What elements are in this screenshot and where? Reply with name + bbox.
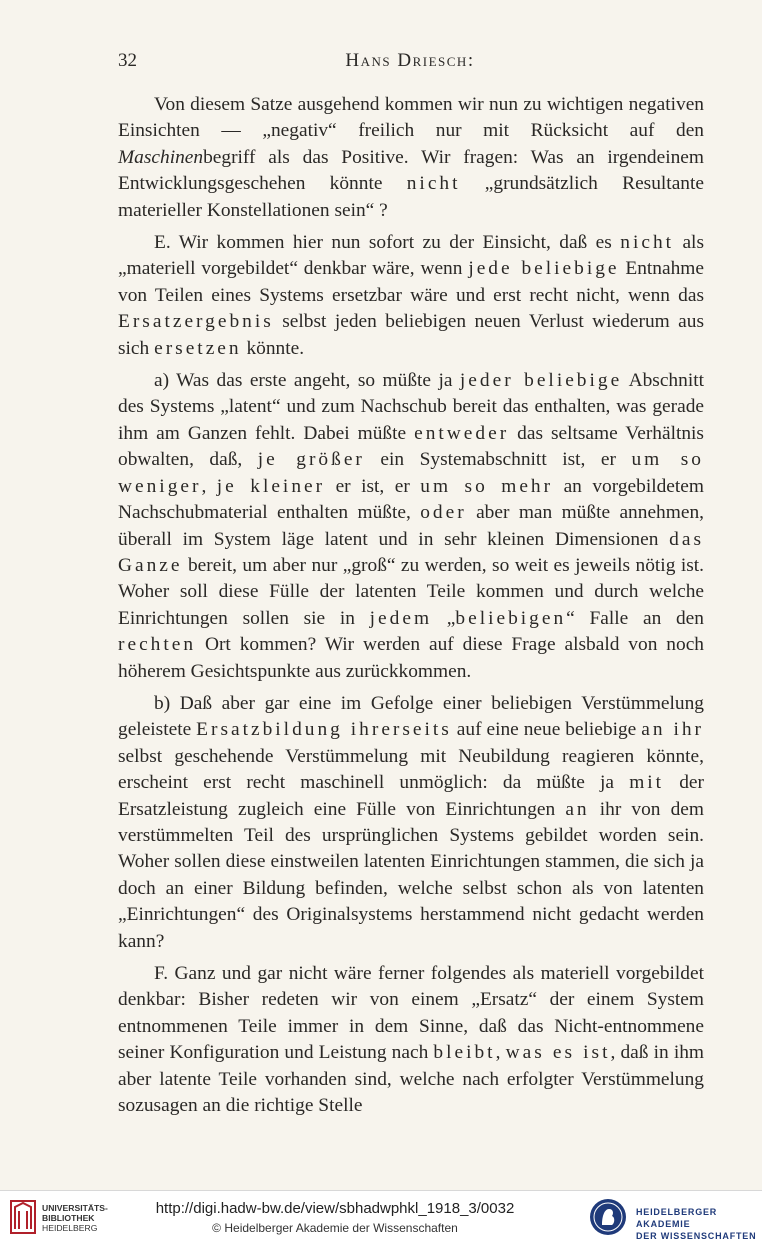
permalink-url[interactable]: http://digi.hadw-bw.de/view/sbhadwphkl_1918_3/0032 [155, 1200, 515, 1217]
ub-logo-line-3: HEIDELBERG [42, 1223, 98, 1233]
text-run: bereit, um aber nur „groß“ zu werden, so weit es jeweils nötig ist. Woher soll diese Fülle der latenten Teile kommen und durch welche Einrichtungen sollen sie in [118, 554, 704, 629]
copyright-notice: © Heidelberger Akademie der Wissenschaften [212, 1221, 458, 1235]
text-run: Entnahme von Teilen eines Systems ersetzbar wäre und erst recht nicht, wenn das [118, 258, 704, 306]
spaced-run: nicht [406, 173, 461, 195]
spaced-run: nicht [620, 232, 675, 254]
text-run: b) Daß aber gar eine im Gefolge einer beliebigen Verstümmelung geleistete [118, 692, 704, 741]
paragraph-1 [118, 92, 704, 224]
academy-seal-icon [588, 1197, 628, 1237]
paragraph-4 [118, 691, 704, 955]
spaced-run: jedem [369, 607, 433, 629]
spaced-run: je größer [257, 449, 365, 471]
academy-logo[interactable] [588, 1197, 758, 1239]
ub-logo-line-1: UNIVERSITÄTS- [42, 1203, 108, 1213]
text-run: E. Wir kommen hier nun sofort zu der Einsicht, daß es [154, 232, 621, 254]
spaced-run: jeder beliebige [459, 370, 623, 392]
spaced-run: oder [420, 502, 467, 524]
university-library-logo[interactable] [10, 1199, 150, 1239]
text-run: „ [432, 607, 456, 629]
text-run: er ist, er [325, 475, 421, 497]
ub-logo-line-2: BIBLIOTHEK [42, 1213, 95, 1223]
academy-name-line-1: HEIDELBERGER AKADEMIE [636, 1207, 718, 1229]
text-run: der Ersatzleistung zugleich eine Fülle von Einrichtungen [118, 772, 704, 820]
text-run: Ort kommen? Wir werden auf diese Frage alsbald von noch höherem Gesichtspunkte aus zurückkommen. [118, 634, 704, 682]
paragraph-2 [118, 230, 704, 362]
paragraph-5 [118, 961, 704, 1119]
text-run: als „materiell vorgebildet“ denkbar wäre, wenn [118, 232, 704, 280]
running-title: Hans Driesch: [345, 50, 475, 71]
text-run: F. Ganz und gar nicht wäre ferner folgendes als materiell vorgebildet denkbar: Bisher redeten wir von einem „Ersatz“ der einem System entnommenen Teile immer in dem Sinne, daß das Nicht-entnommene seiner Konfiguration und Leistung nach [118, 963, 704, 1064]
spaced-run: ersetzen [154, 337, 242, 359]
text-run: Von diesem Satze ausgehend kommen wir nun zu wichtigen negativen Einsichten — „negativ“ freilich nur mit Rücksicht auf den [118, 94, 704, 142]
spaced-run: Ersatzbildung ihrerseits [196, 719, 452, 741]
spaced-run: je kleiner [216, 475, 326, 497]
text-run: selbst jeden beliebigen neuen Verlust wiederum aus sich [118, 311, 704, 359]
running-header [118, 50, 702, 74]
spaced-run: rechten [118, 634, 197, 656]
text-run: , [495, 1042, 506, 1064]
text-run: ein Systemabschnitt ist, er [364, 449, 632, 471]
text-run: ihr von dem verstümmelten Teil des ursprünglichen Systems gebildet worden sein. Woher sollen diese einstweilen latenten Einrichtungen stammen, die sich ja doch an einer Bildung befinden, welche selbst schon als von latenten „Einrichtungen“ des Originalsystems herstammend nicht gedacht werden kann? [118, 798, 704, 952]
spaced-run: bleibt [433, 1042, 496, 1064]
text-run: “ Falle an den [566, 607, 704, 629]
text-run: könnte. [241, 337, 305, 359]
text-run: das seltsame Verhältnis obwalten, daß, [118, 422, 704, 471]
spaced-run: entweder [414, 422, 510, 444]
library-emblem-icon [10, 1199, 36, 1235]
paragraph-3 [118, 368, 704, 685]
spaced-run: was es ist [505, 1042, 611, 1064]
text-run: auf eine neue beliebige [451, 719, 642, 741]
footer-bar [0, 1190, 762, 1245]
text-run: an vorgebildetem Nachschubmaterial enthalten müßte, [118, 475, 704, 524]
text-run: selbst geschehende Verstümmelung mit Neubildung reagieren könnte, erscheint erst recht maschinell unmöglich: da müßte ja [118, 745, 704, 794]
text-run: begriff als das Positive. Wir fragen: Was an irgendeinem Entwicklungsgeschehen könnte [118, 146, 704, 195]
text-run: a) Was das erste angeht, so müßte ja [154, 370, 460, 392]
page-number: 32 [118, 50, 137, 71]
text-run: „grundsätzlich Resultante materieller Konstellationen sein“ ? [118, 173, 704, 221]
academy-name-line-2: DER WISSENSCHAFTEN [636, 1231, 757, 1241]
spaced-run: das Ganze [118, 528, 704, 576]
text-run: , [201, 475, 217, 497]
spaced-run: um so weniger [118, 449, 704, 497]
body-text [118, 92, 704, 1119]
text-run: aber man müßte annehmen, überall im System läge latent und in sehr kleinen Dimensionen [118, 502, 704, 550]
italic-run: Maschinen [118, 146, 204, 168]
text-run: , daß in ihm aber latente Teile vorhanden sind, welche nach erfolgter Verstümmelung sozusagen an die richtige Stelle [118, 1042, 705, 1117]
spaced-run: Ersatzergebnis [118, 311, 274, 333]
spaced-run: mit [629, 772, 665, 794]
spaced-run: beliebigen [455, 607, 567, 629]
spaced-run: an ihr [641, 719, 704, 741]
text-run: Abschnitt des Systems „latent“ und zum Nachschub bereit das enthalten, was gerade ihm am Ganzen fehlt. Dabei müßte [118, 370, 704, 444]
spaced-run: um so mehr [420, 475, 554, 497]
spaced-run: an [565, 798, 590, 820]
spaced-run: jede beliebige [468, 258, 620, 280]
